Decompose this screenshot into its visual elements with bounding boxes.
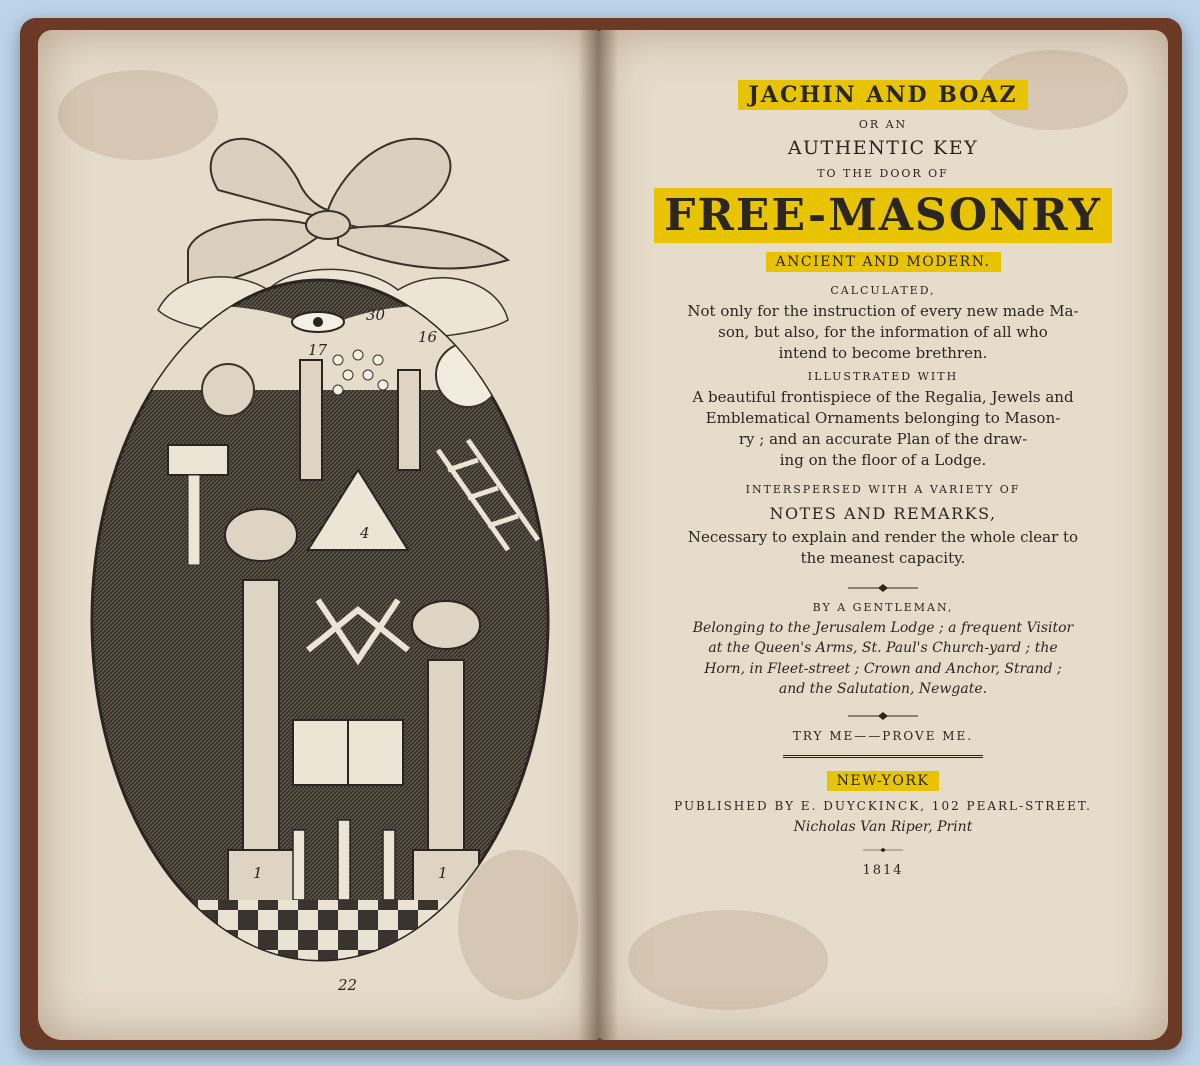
checkered-floor [98,900,548,970]
author-line: at the Queen's Arms, St. Paul's Church-yard ; the [708,640,1058,657]
double-rule [783,755,983,758]
printer-line: Nicholas Van Riper, Print [793,819,973,836]
frontispiece-page [38,30,600,1040]
right-pillar [428,660,464,850]
purpose-line: Not only for the instruction of every new made Ma- [687,302,1079,320]
author-line: Horn, in Fleet-street ; Crown and Anchor, Strand ; [704,660,1062,677]
title-text [598,80,1168,878]
to-the-door-line: TO THE DOOR OF [817,167,949,180]
ancient-modern-line: ANCIENT AND MODERN. [766,252,1001,272]
illustration-line: ing on the floor of a Lodge. [779,451,987,469]
emblem-number: 4 [360,524,370,542]
illustration-desc [598,387,1168,471]
divider-ornament [848,583,918,593]
emblem-number: 1 [253,864,263,882]
year-line: 1814 [862,863,904,879]
author-line: and the Salutation, Newgate. [778,680,988,697]
illustration-line: ry ; and an accurate Plan of the draw- [738,430,1028,448]
emblem-number: 22 [338,976,358,994]
necessary-line: Necessary to explain and render the whole clear to [687,528,1079,546]
author-desc [598,618,1168,699]
purpose-line: intend to become brethren. [778,344,988,362]
purpose-line: son, but also, for the information of all who [718,323,1048,341]
book-title: JACHIN AND BOAZ [738,80,1027,110]
emblem-number: 30 [366,306,386,324]
necessary-line: the meanest capacity. [800,549,966,567]
or-an-line: OR AN [858,118,908,131]
divider-ornament [863,845,903,855]
interspersed-line: INTERSPERSED WITH A VARIETY OF [745,483,1021,496]
authentic-key-line: AUTHENTIC KEY [787,137,979,159]
divider-ornament [848,711,918,721]
notes-line: NOTES AND REMARKS, [769,504,997,523]
left-pillar [243,580,279,850]
publisher-line: PUBLISHED BY E. DUYCKINCK, 102 PEARL-STREET. [674,799,1092,814]
moon-icon [202,364,254,416]
necessary-text [598,527,1168,569]
motto-line: TRY ME——PROVE ME. [792,729,974,744]
emblem-number: 1 [438,864,448,882]
illustration-line: A beautiful frontispiece of the Regalia, Jewels and [692,388,1074,406]
purpose-text [598,301,1168,364]
author-line: Belonging to the Jerusalem Lodge ; a frequent Visitor [692,620,1074,636]
emblem-number: 17 [308,341,328,359]
illustration-line: Emblematical Ornaments belonging to Mason- [705,409,1061,427]
sun-icon [436,343,500,407]
illustrated-with-line: ILLUSTRATED WITH [807,370,959,383]
masonic-emblems-engraving [38,30,600,1040]
by-gentleman-line: BY A GENTLEMAN, [812,601,954,614]
main-title: FREE-MASONRY [654,188,1112,243]
place-line: NEW-YORK [827,771,940,791]
mallet-icon [168,445,228,475]
emblem-number: 16 [418,328,438,346]
ribbon-bow [188,139,508,290]
calculated-line: CALCULATED, [830,284,936,297]
